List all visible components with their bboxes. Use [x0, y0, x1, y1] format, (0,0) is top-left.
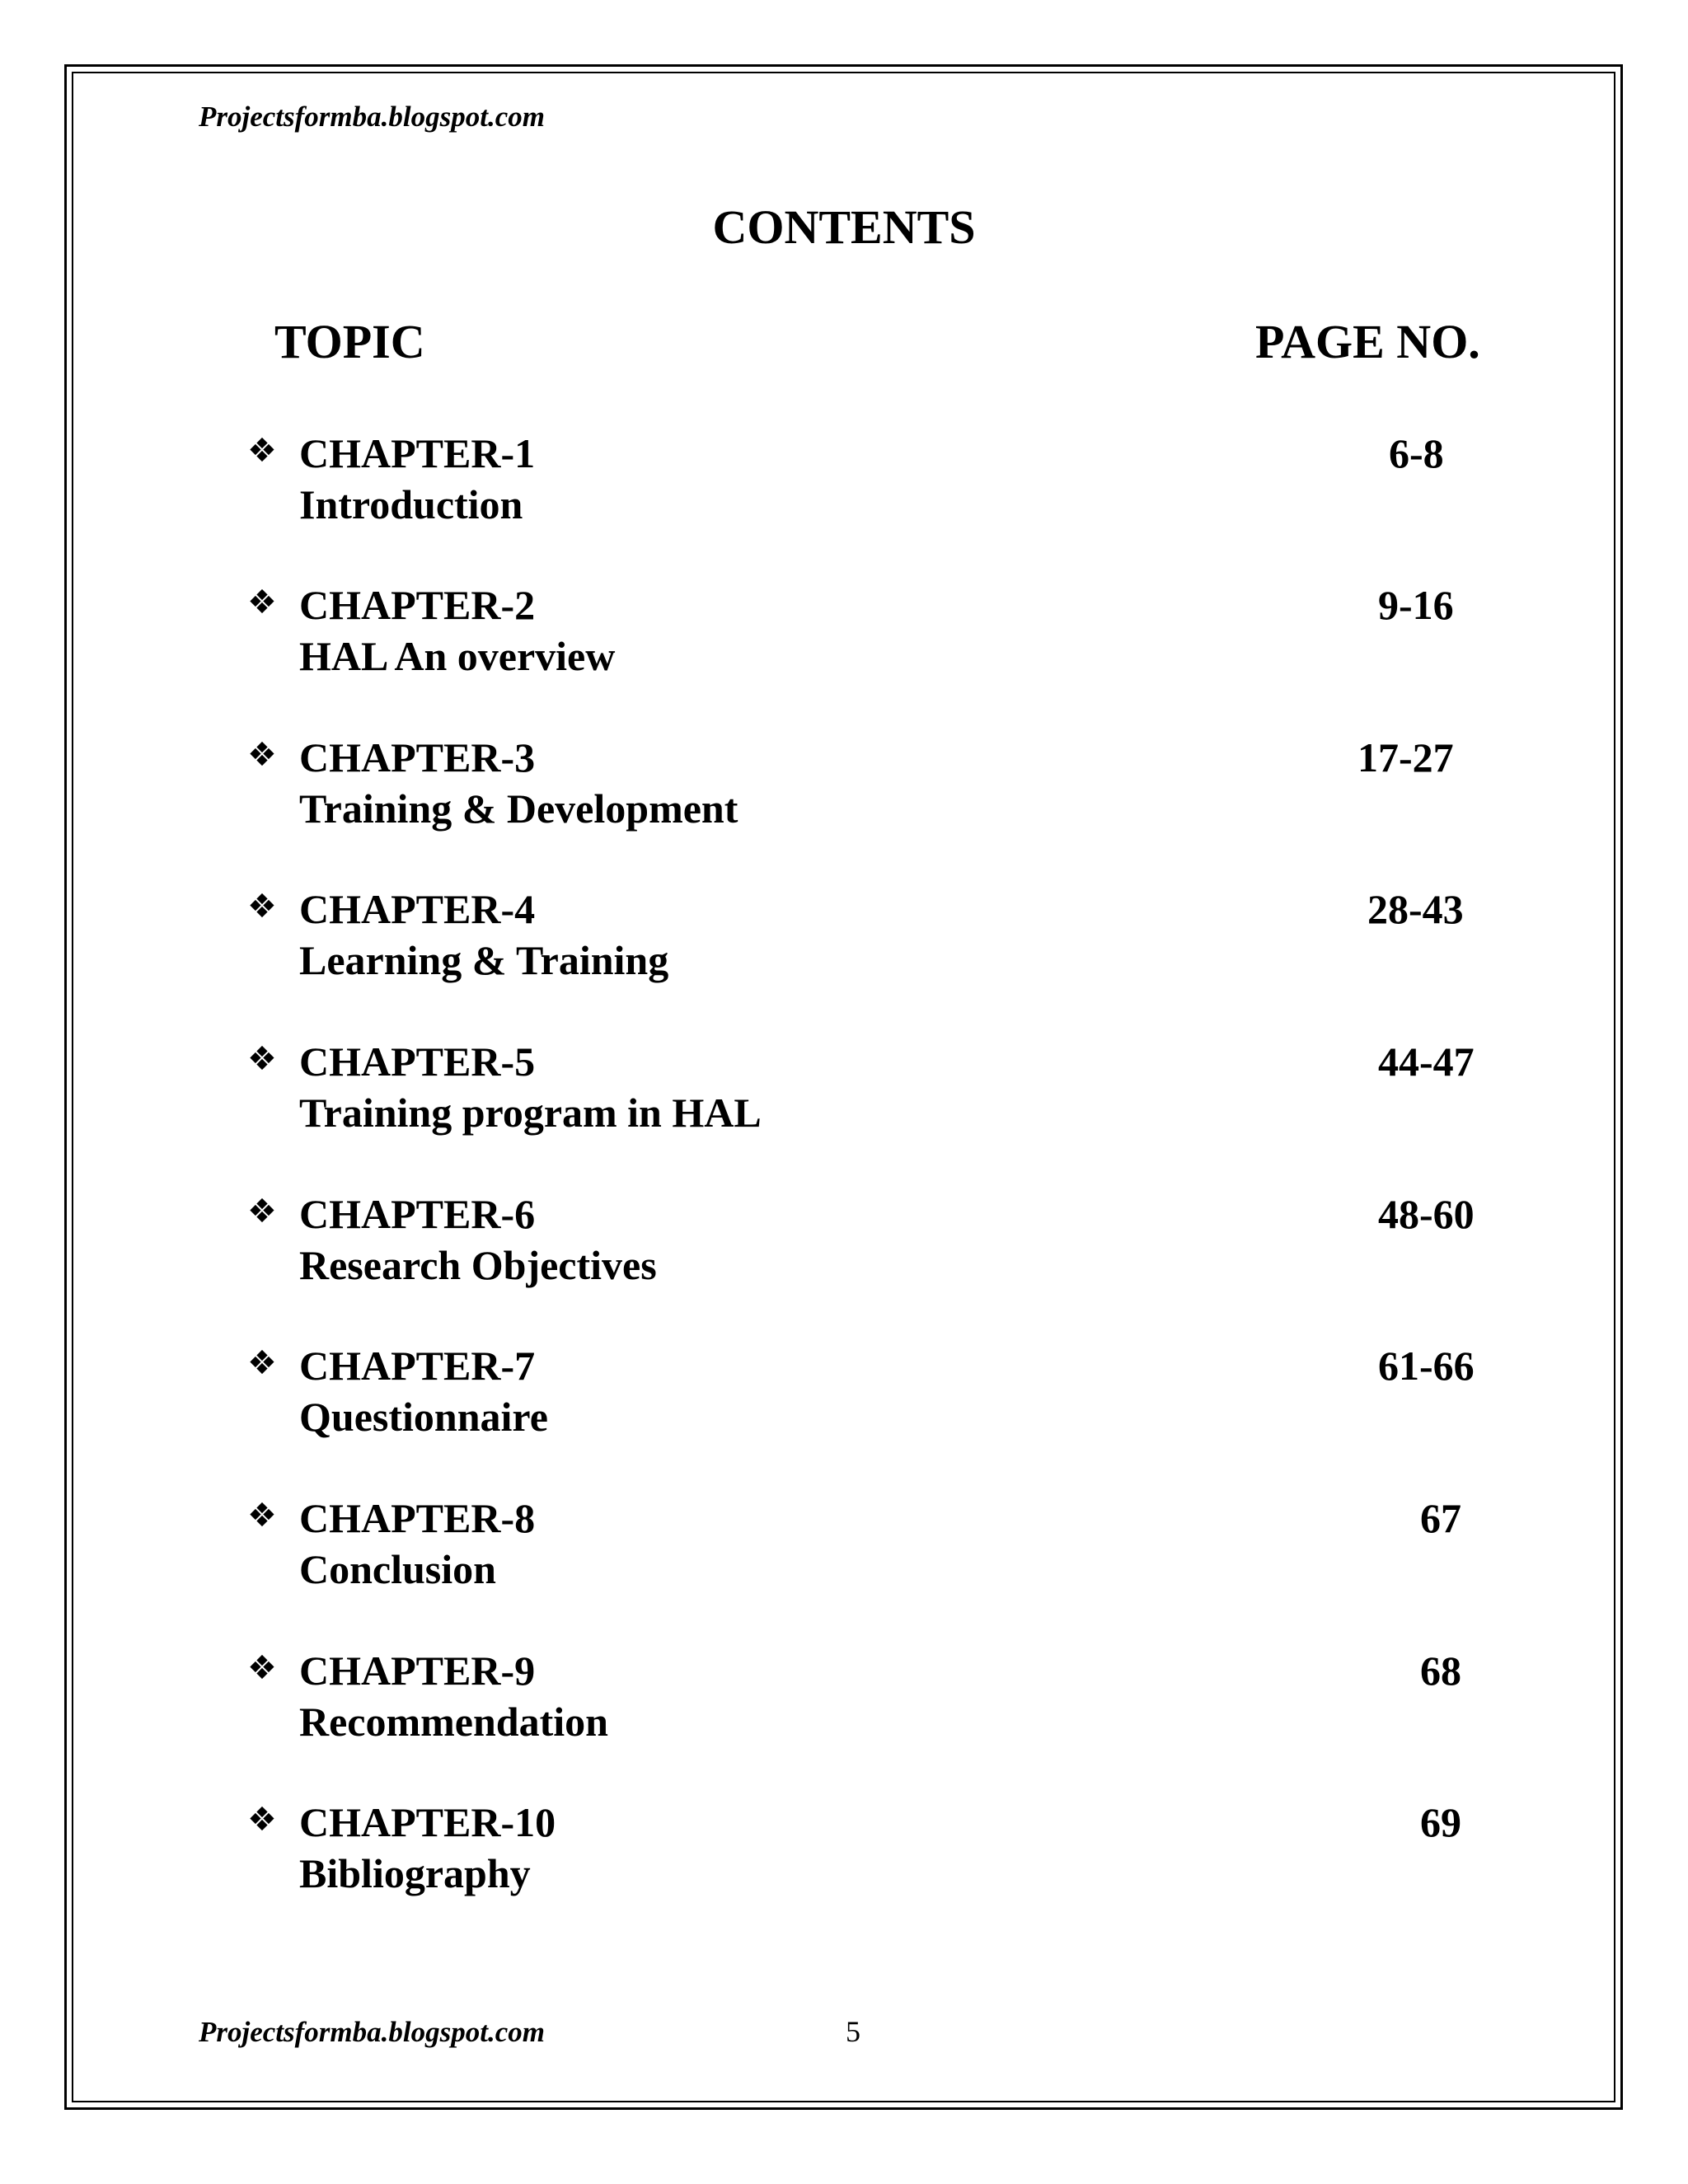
toc-subject: Bibliography	[299, 1850, 531, 1896]
toc-item-4	[247, 884, 1484, 1008]
toc-chapter: CHAPTER-6	[299, 1191, 536, 1237]
diamond-bullet-icon: ❖	[247, 1497, 277, 1535]
toc-item-9	[247, 1646, 1484, 1769]
footer-page-number: 5	[846, 2015, 860, 2048]
toc-subject: Research Objectives	[299, 1242, 657, 1288]
toc-item-1	[247, 429, 1484, 552]
toc-subject: Questionnaire	[299, 1394, 548, 1440]
toc-pages: 68	[1420, 1647, 1461, 1694]
toc-chapter: CHAPTER-9	[299, 1647, 536, 1694]
toc-pages: 48-60	[1378, 1191, 1475, 1237]
toc-item-6	[247, 1189, 1484, 1313]
toc-pages: 44-47	[1378, 1038, 1475, 1085]
toc-subject: Training & Development	[299, 785, 738, 832]
toc-chapter: CHAPTER-8	[299, 1495, 536, 1541]
page-title: CONTENTS	[712, 200, 976, 254]
toc-subject: Recommendation	[299, 1699, 608, 1745]
toc-pages: 28-43	[1367, 886, 1464, 932]
footer-site-name: Projectsformba.blogspot.com	[199, 2016, 545, 2048]
toc-subject: Learning & Training	[299, 937, 669, 983]
toc-chapter: CHAPTER-3	[299, 734, 536, 780]
toc-item-2	[247, 580, 1484, 704]
toc-pages: 6-8	[1389, 430, 1444, 476]
diamond-bullet-icon: ❖	[247, 1801, 277, 1839]
toc-chapter: CHAPTER-5	[299, 1038, 536, 1085]
toc-chapter: CHAPTER-1	[299, 430, 536, 476]
topic-column-header: TOPIC	[274, 315, 425, 368]
toc-item-8	[247, 1493, 1484, 1617]
diamond-bullet-icon: ❖	[247, 1193, 277, 1230]
toc-chapter: CHAPTER-4	[299, 886, 536, 932]
toc-item-7	[247, 1341, 1484, 1465]
toc-item-3	[247, 733, 1484, 856]
toc-subject: Training program in HAL	[299, 1090, 762, 1136]
diamond-bullet-icon: ❖	[247, 888, 277, 926]
toc-pages: 69	[1420, 1799, 1461, 1845]
header-site-name: Projectsformba.blogspot.com	[199, 101, 545, 133]
toc-item-10	[247, 1797, 1484, 1921]
diamond-bullet-icon: ❖	[247, 736, 277, 774]
toc-pages: 61-66	[1378, 1343, 1475, 1389]
page-number-column-header: PAGE NO.	[1255, 315, 1480, 368]
diamond-bullet-icon: ❖	[247, 583, 277, 621]
toc-chapter: CHAPTER-2	[299, 582, 536, 628]
toc-subject: Conclusion	[299, 1546, 496, 1592]
toc-pages: 17-27	[1357, 734, 1454, 780]
toc-pages: 9-16	[1378, 582, 1454, 628]
toc-subject: HAL An overview	[299, 633, 616, 679]
toc-chapter: CHAPTER-10	[299, 1799, 556, 1845]
diamond-bullet-icon: ❖	[247, 1649, 277, 1687]
toc-subject: Introduction	[299, 481, 523, 527]
diamond-bullet-icon: ❖	[247, 432, 277, 470]
toc-chapter: CHAPTER-7	[299, 1343, 536, 1389]
diamond-bullet-icon: ❖	[247, 1040, 277, 1078]
toc-item-5	[247, 1037, 1484, 1160]
toc-pages: 67	[1420, 1495, 1461, 1541]
diamond-bullet-icon: ❖	[247, 1344, 277, 1382]
